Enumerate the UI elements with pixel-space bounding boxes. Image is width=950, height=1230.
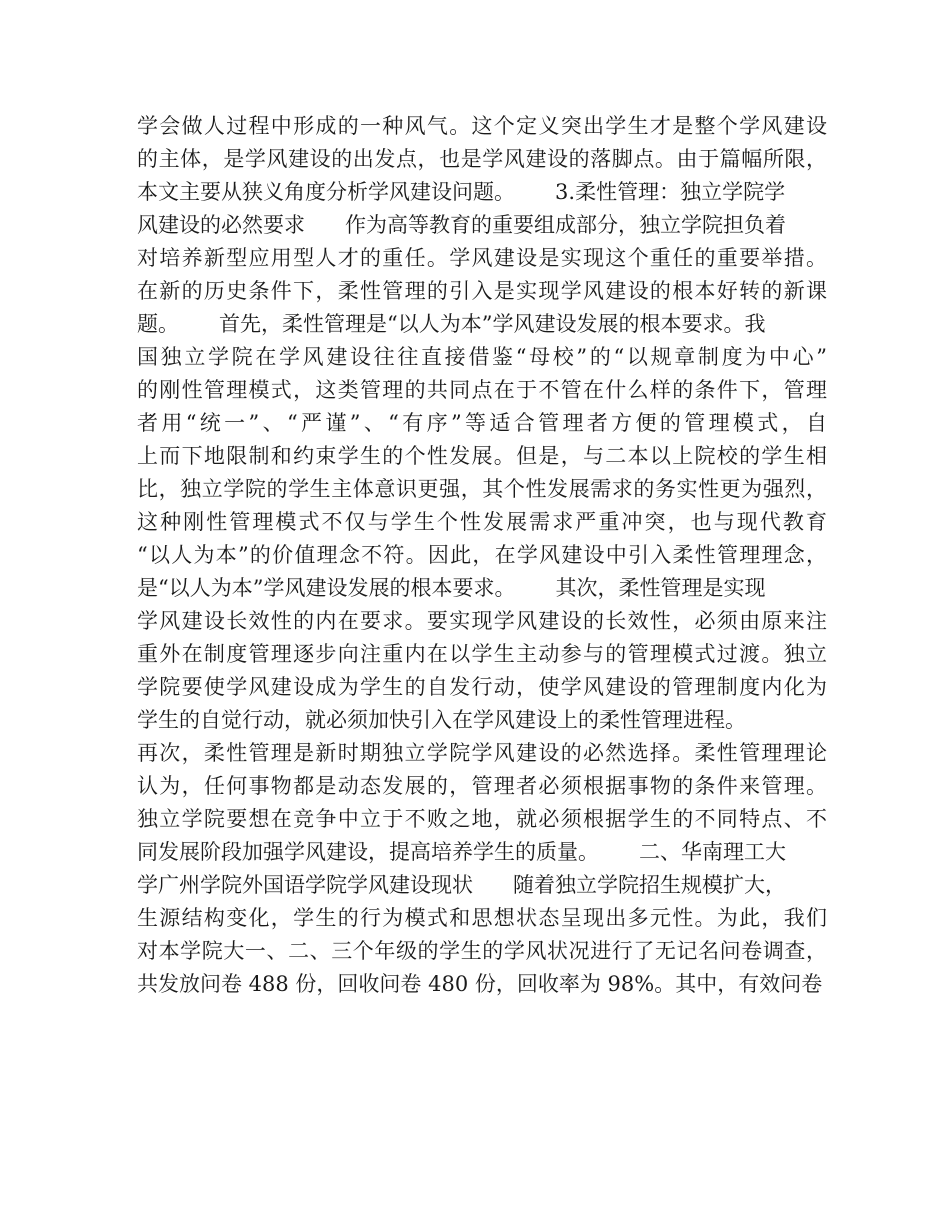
text-line: 是“以人为本”学风建设发展的根本要求。 其次，柔性管理是实现 — [137, 576, 766, 600]
body-text — [137, 110, 827, 1001]
text-line: 共发放问卷 488 份，回收问卷 480 份，回收率为 98%。其中，有效问卷 — [137, 972, 823, 996]
text-line: 国独立学院在学风建设往往直接借鉴“母校”的“以规章制度为中心” — [137, 345, 827, 369]
text-line: 对本学院大一、二、三个年级的学生的学风状况进行了无记名问卷调查， — [137, 939, 827, 963]
text-line: 对培养新型应用型人才的重任。学风建设是实现这个重任的重要举措。 — [137, 246, 827, 270]
text-line: 在新的历史条件下，柔性管理的引入是实现学风建设的根本好转的新课 — [137, 279, 827, 303]
text-line: 上而下地限制和约束学生的个性发展。但是，与二本以上院校的学生相 — [137, 444, 827, 468]
text-line: 学院要使学风建设成为学生的自发行动，使学风建设的管理制度内化为 — [137, 675, 827, 699]
text-line: 这种刚性管理模式不仅与学生个性发展需求严重冲突，也与现代教育 — [137, 510, 827, 534]
text-line: 生源结构变化，学生的行为模式和思想状态呈现出多元性。为此，我们 — [137, 906, 827, 930]
text-line: 重外在制度管理逐步向注重内在以学生主动参与的管理模式过渡。独立 — [137, 642, 827, 666]
text-line: 的刚性管理模式，这类管理的共同点在于不管在什么样的条件下，管理 — [137, 378, 827, 402]
text-line: 题。 首先，柔性管理是“以人为本”学风建设发展的根本要求。我 — [137, 312, 766, 336]
text-line: “以人为本”的价值理念不符。因此，在学风建设中引入柔性管理理念， — [137, 543, 827, 567]
text-line: 学生的自觉行动，就必须加快引入在学风建设上的柔性管理进程。 — [137, 708, 746, 732]
text-line: 学广州学院外国语学院学风建设现状 随着独立学院招生规模扩大， — [137, 873, 787, 897]
text-line: 同发展阶段加强学风建设，提高培养学生的质量。 二、华南理工大 — [137, 840, 787, 864]
text-line: 者用“统一”、“严谨”、“有序”等适合管理者方便的管理模式，自 — [137, 411, 827, 435]
text-line: 的主体，是学风建设的出发点，也是学风建设的落脚点。由于篇幅所限， — [137, 147, 827, 171]
text-line: 认为，任何事物都是动态发展的，管理者必须根据事物的条件来管理。 — [137, 774, 827, 798]
text-line: 再次，柔性管理是新时期独立学院学风建设的必然选择。柔性管理理论 — [137, 741, 827, 765]
text-line: 比，独立学院的学生主体意识更强，其个性发展需求的务实性更为强烈， — [137, 477, 827, 501]
text-line: 学会做人过程中形成的一种风气。这个定义突出学生才是整个学风建设 — [137, 114, 827, 138]
text-line: 风建设的必然要求 作为高等教育的重要组成部分，独立学院担负着 — [137, 213, 787, 237]
text-line: 独立学院要想在竞争中立于不败之地，就必须根据学生的不同特点、不 — [137, 807, 827, 831]
text-line: 学风建设长效性的内在要求。要实现学风建设的长效性，必须由原来注 — [137, 609, 827, 633]
text-line: 本文主要从狭义角度分析学风建设问题。 3.柔性管理：独立学院学 — [137, 180, 786, 204]
